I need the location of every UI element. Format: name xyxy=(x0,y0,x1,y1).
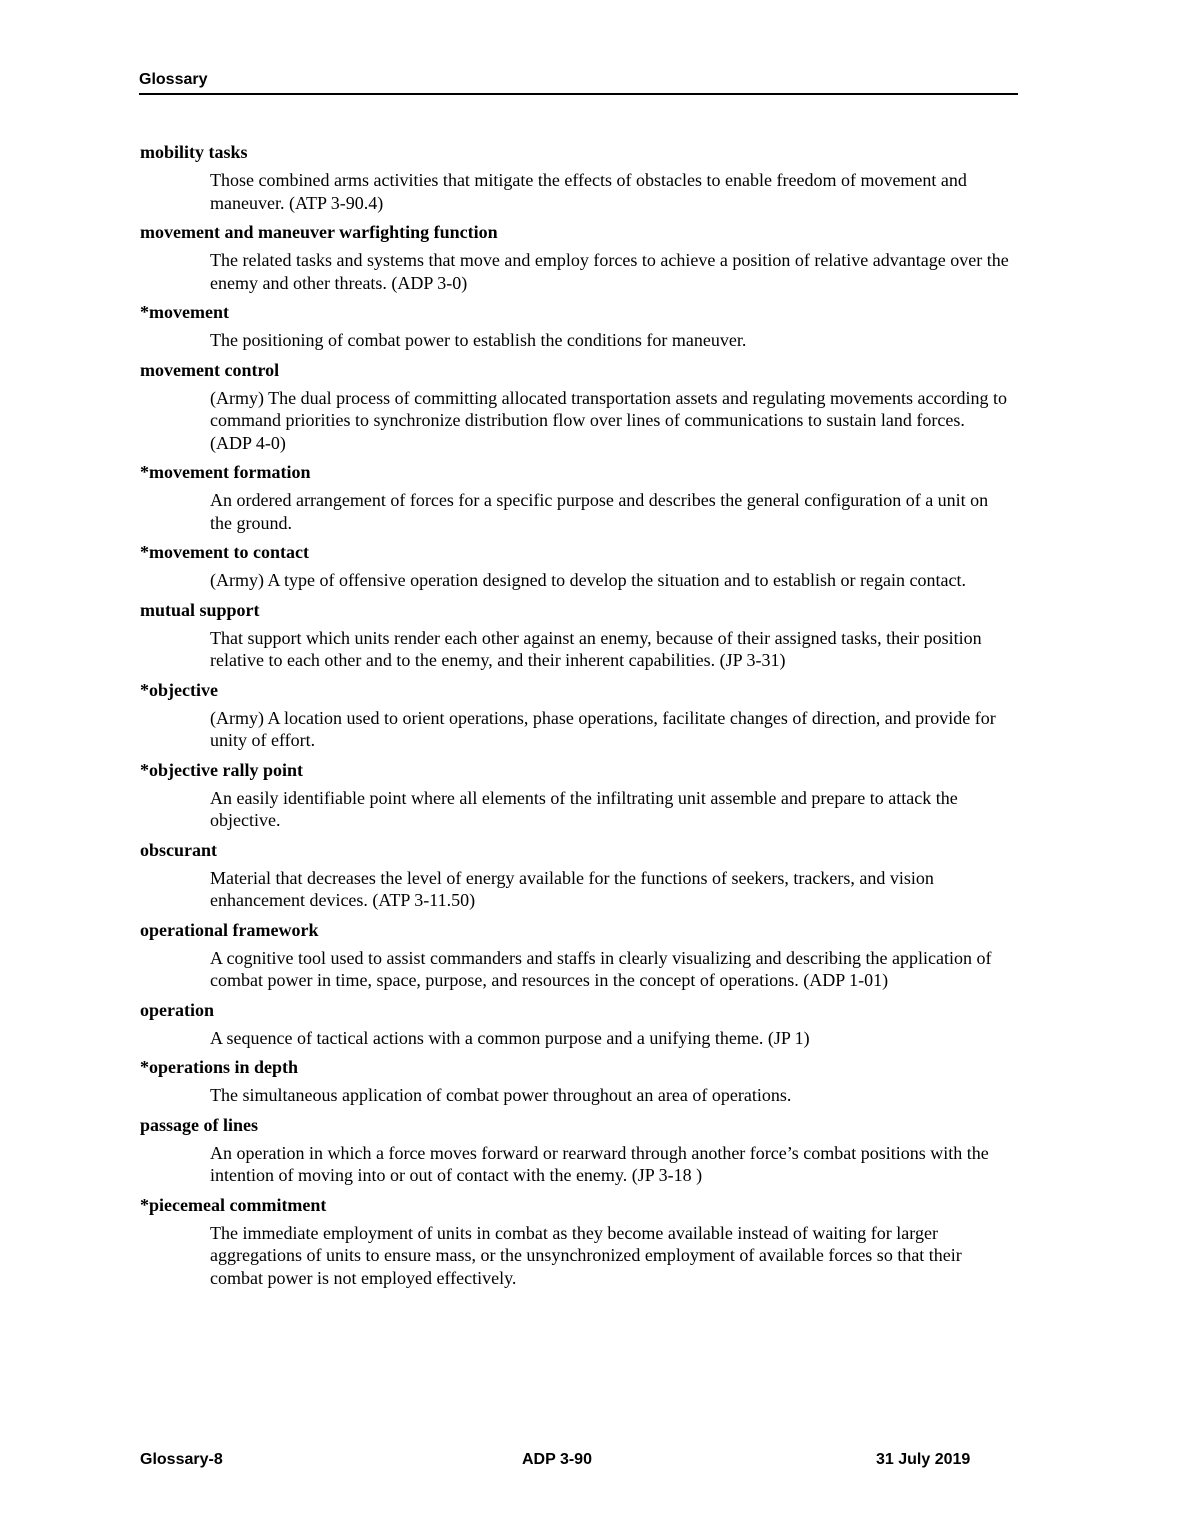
glossary-term: *objective xyxy=(140,679,218,700)
glossary-term: operational framework xyxy=(140,919,319,940)
glossary-definition: (Army) A location used to orient operations, phase operations, facilitate changes of direction, and provide for unity of effort. xyxy=(210,707,996,750)
glossary-entry xyxy=(140,599,1010,672)
glossary-definition: An ordered arrangement of forces for a specific purpose and describes the general configuration of a unit on the ground. xyxy=(210,490,989,533)
glossary-term: obscurant xyxy=(140,839,218,860)
glossary-definition: The simultaneous application of combat power throughout an area of operations. xyxy=(210,1085,792,1105)
glossary-definition: (Army) The dual process of committing allocated transportation assets and regulating movements according to command priorities to synchronize distribution flow over lines of communications to sustain land forces. (ADP 4-0) xyxy=(210,387,1007,453)
glossary-definition: A sequence of tactical actions with a common purpose and a unifying theme. (JP 1) xyxy=(210,1027,810,1048)
glossary-term: mutual support xyxy=(140,599,260,620)
glossary-definition: The related tasks and systems that move and employ forces to achieve a position of relative advantage over the enemy and other threats. (ADP 3-0) xyxy=(210,250,1009,293)
glossary-term: *operations in depth xyxy=(140,1057,299,1077)
glossary-entry xyxy=(140,999,1010,1050)
footer-page-number: Glossary-8 xyxy=(140,1451,223,1468)
footer-publication: ADP 3-90 xyxy=(522,1451,592,1468)
glossary-entry xyxy=(140,541,1010,592)
glossary-entry xyxy=(140,1194,1010,1290)
footer-date: 31 July 2019 xyxy=(876,1451,971,1468)
glossary-term: *movement formation xyxy=(140,462,311,482)
glossary-term: operation xyxy=(140,999,214,1020)
glossary-entry xyxy=(140,679,1010,752)
glossary-entry xyxy=(140,759,1010,832)
glossary-term: movement control xyxy=(140,359,280,380)
glossary-definition: (Army) A type of offensive operation designed to develop the situation and to establish or regain contact. xyxy=(210,570,966,590)
glossary-definition: That support which units render each other against an enemy, because of their assigned tasks, their position relative to each other and to the enemy, and their inherent capabilities. (JP 3-31) xyxy=(210,627,982,670)
glossary-term: movement and maneuver warfighting function xyxy=(140,222,498,242)
glossary-definition: Material that decreases the level of energy available for the functions of seekers, trackers, and vision enhancement devices. (ATP 3-11.50) xyxy=(210,867,934,910)
glossary-entry xyxy=(140,461,1010,534)
glossary-definition: Those combined arms activities that mitigate the effects of obstacles to enable freedom of movement and maneuver. (ATP 3-90.4) xyxy=(210,170,967,213)
glossary-entry xyxy=(140,301,1010,352)
glossary-definition: An operation in which a force moves forward or rearward through another force’s combat positions with the intention of moving into or out of contact with the enemy. (JP 3-18 ) xyxy=(210,1142,989,1185)
glossary-term: *movement to contact xyxy=(140,542,309,562)
glossary-entry xyxy=(140,141,1010,214)
glossary-entry xyxy=(140,839,1010,912)
glossary-term: passage of lines xyxy=(140,1114,259,1135)
glossary-definition: The positioning of combat power to establish the conditions for maneuver. xyxy=(210,330,747,350)
glossary-definition: An easily identifiable point where all elements of the infiltrating unit assemble and prepare to attack the objective. xyxy=(210,787,958,830)
running-head: Glossary xyxy=(139,70,1018,95)
glossary-term: *objective rally point xyxy=(140,759,303,780)
glossary-entry xyxy=(140,359,1010,455)
glossary-entry xyxy=(140,221,1010,294)
glossary-list xyxy=(140,141,1010,1296)
glossary-definition: A cognitive tool used to assist commanders and staffs in clearly visualizing and describing the application of combat power in time, space, purpose, and resources in the concept of operations. (ADP 1-01) xyxy=(210,947,992,990)
glossary-term: *movement xyxy=(140,302,229,322)
glossary-term: mobility tasks xyxy=(140,142,248,162)
glossary-definition: The immediate employment of units in combat as they become available instead of waiting for larger aggregations of units to ensure mass, or the unsynchronized employment of available forces so that their combat power is not employed effectively. xyxy=(210,1222,962,1288)
glossary-entry xyxy=(140,919,1010,992)
glossary-entry xyxy=(140,1056,1010,1107)
glossary-term: *piecemeal commitment xyxy=(140,1194,327,1215)
glossary-entry xyxy=(140,1114,1010,1187)
